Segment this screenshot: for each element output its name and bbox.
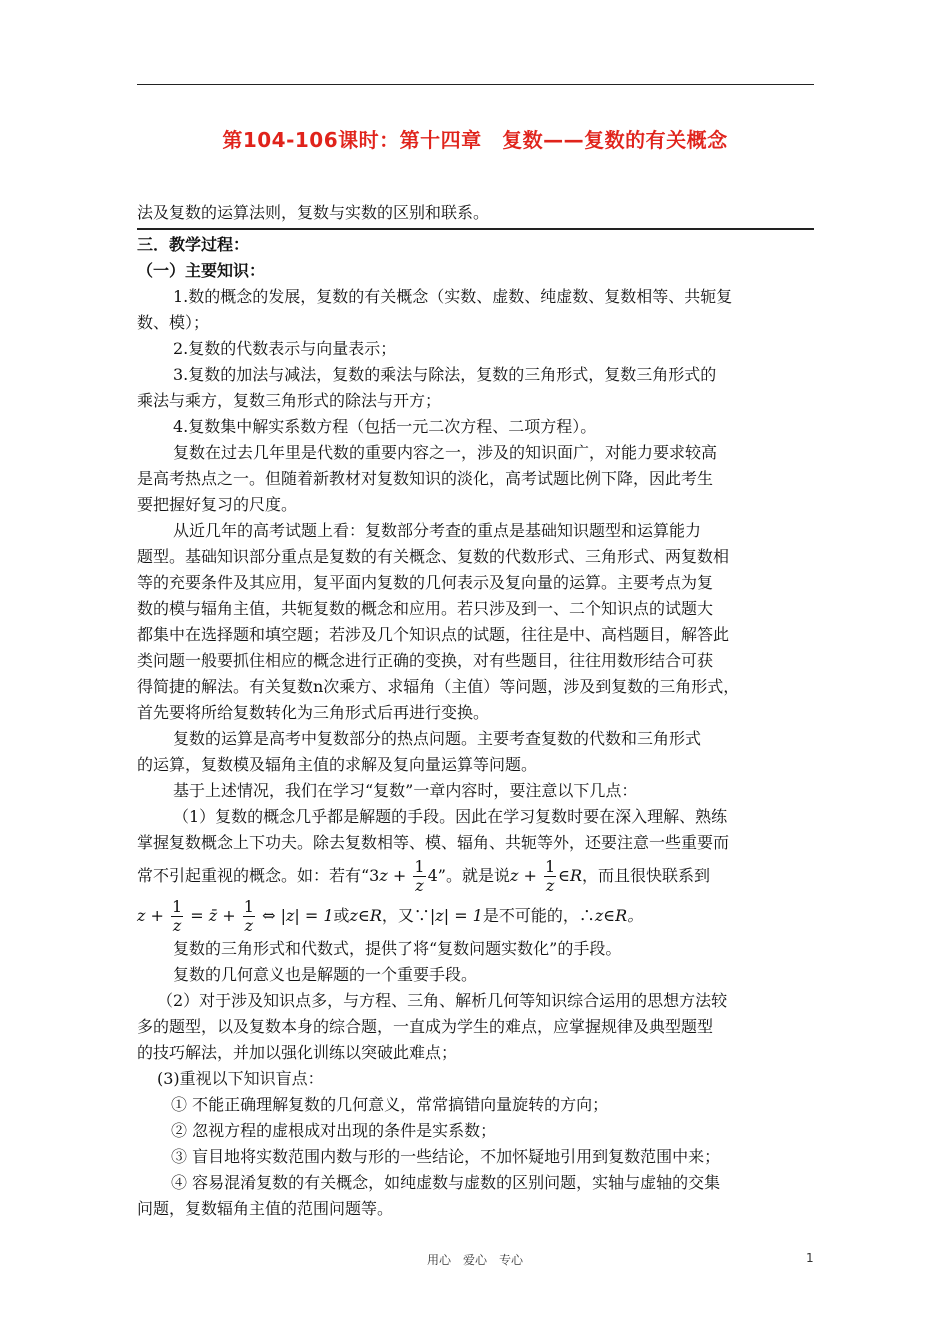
para2-line: 等的充要条件及其应用，复平面内复数的几何表示及复向量的运算。主要考点为复: [137, 573, 714, 592]
blindspot-4a: ④ 容易混淆复数的有关概念，如纯虚数与虚数的区别问题，实轴与虚轴的交集: [171, 1173, 721, 1192]
math1-frac-num: 1: [414, 857, 425, 876]
para2-line: 从近几年的高考试题上看：复数部分考查的重点是基础知识题型和运算能力: [173, 521, 702, 540]
para2-line: 首先要将所给复数转化为三角形式后再进行变换。: [137, 703, 490, 722]
math2-fraction: [171, 898, 183, 935]
math1-post: ，而且很快联系到: [582, 866, 711, 885]
page-number: 1: [806, 1251, 814, 1265]
math1-plus2: +: [518, 866, 542, 885]
para3-line: 复数的运算是高考中复数部分的热点问题。主要考查复数的代数和三角形式: [173, 729, 702, 748]
para5-line: 掌握复数概念上下功夫。除去复数相等、模、辐角、共轭等外，还要注意一些重要而: [137, 833, 730, 852]
knowledge-3a: 3.复数的加法与减法，复数的乘法与除法，复数的三角形式，复数三角形式的: [173, 365, 717, 384]
para1-line: 是高考热点之一。但随着新教材对复数知识的淡化，高考试题比例下降，因此考生: [137, 469, 714, 488]
blindspot-3: ③ 盲目地将实数范围内数与形的一些结论，不加怀疑地引用到复数范围中来；: [171, 1147, 721, 1166]
math2-z: z: [137, 906, 146, 925]
para2-line: 题型。基础知识部分重点是复数的有关概念、复数的代数形式、三角形式、两复数相: [137, 547, 730, 566]
math2-plus: +: [145, 906, 170, 925]
math2-frac2-den: z: [244, 916, 254, 935]
page-title: 第104-106课时：第十四章 复数——复数的有关概念: [222, 128, 728, 152]
math2-zbar: z̄: [208, 906, 218, 925]
section-rule: [137, 228, 814, 230]
subsection-heading: （一）主要知识：: [137, 261, 266, 280]
para9-line: (3)重视以下知识盲点：: [157, 1069, 324, 1088]
math2-you: ，又∵: [381, 906, 430, 925]
math2-fraction-2: [243, 898, 255, 935]
blindspot-2: ② 忽视方程的虚根成对出现的条件是实系数；: [171, 1121, 497, 1140]
para8-line: （2）对于涉及知识点多，与方程、三角、解析几何等知识综合运用的思想方法较: [157, 991, 728, 1010]
para5-line: （1）复数的概念几乎都是解题的手段。因此在学习复数时要在深入理解、熟练: [173, 807, 728, 826]
math2-abs2: |z| = 1: [429, 906, 483, 925]
math2-abs: |z| = 1: [280, 906, 334, 925]
para1-line: 要把握好复习的尺度。: [137, 495, 298, 514]
section-heading: 三．教学过程：: [137, 235, 250, 254]
math1-z2: z: [509, 866, 519, 885]
math2-end: z∈R。: [594, 906, 644, 925]
knowledge-1b: 数、模）；: [137, 313, 210, 332]
math-line-1: [137, 856, 814, 896]
math-line-2: [137, 896, 814, 936]
page-footer: 用心 爱心 专心: [426, 1253, 523, 1267]
math1-mid: 4”。就是说: [427, 866, 510, 885]
math1-fraction-2: [544, 858, 556, 895]
para7-line: 复数的几何意义也是解题的一个重要手段。: [173, 965, 478, 984]
para8-line: 多的题型，以及复数本身的综合题，一直成为学生的难点，应掌握规律及典型题型: [137, 1017, 714, 1036]
math1-frac-den: z: [415, 876, 424, 895]
knowledge-2: 2.复数的代数表示与向量表示；: [173, 339, 397, 358]
para4-line: 基于上述情况，我们在学习“复数”一章内容时，要注意以下几点：: [173, 781, 638, 800]
para6-line: 复数的三角形式和代数式，提供了将“复数问题实数化”的手段。: [173, 939, 622, 958]
math1-frac2-num: 1: [544, 857, 556, 876]
para8-line: 的技巧解法，并加以强化训练以突破此难点；: [137, 1043, 458, 1062]
math2-plus2: +: [217, 906, 241, 925]
math1-frac2-den: z: [545, 876, 555, 895]
math1-z: z: [379, 866, 388, 885]
para2-line: 类问题一般要抓住相应的概念进行正确的变换，对有些题目，往往用数形结合可获: [137, 651, 714, 670]
blindspot-1: ① 不能正确理解复数的几何意义，常常搞错向量旋转的方向；: [171, 1095, 609, 1114]
math2-eq: =: [185, 906, 209, 925]
para2-line: 得简捷的解法。有关复数n次乘方、求辐角（主值）等问题，涉及到复数的三角形式，: [137, 677, 740, 696]
math2-iff: ⇔: [256, 906, 281, 925]
header-rule: [137, 84, 814, 85]
knowledge-4: 4.复数集中解实系数方程（包括一元二次方程、二项方程）。: [173, 417, 597, 436]
knowledge-3b: 乘法与乘方，复数三角形式的除法与开方；: [137, 391, 442, 410]
knowledge-1a: 1.数的概念的发展，复数的有关概念（实数、虚数、纯虚数、复数相等、共轭复: [173, 287, 733, 306]
math2-frac2-num: 1: [243, 897, 254, 916]
math2-frac-num: 1: [172, 897, 183, 916]
para2-line: 数的模与辐角主值，共轭复数的概念和应用。若只涉及到一、二个知识点的试题大: [137, 599, 714, 618]
math1-in-r: ∈R: [558, 866, 583, 885]
blindspot-4b: 问题，复数辐角主值的范围问题等。: [137, 1199, 394, 1218]
math1-plus: +: [387, 866, 412, 885]
math2-imp: 是不可能的，∴: [482, 906, 595, 925]
para3-line: 的运算，复数模及辐角主值的求解及复向量运算等问题。: [137, 755, 538, 774]
math2-frac-den: z: [172, 916, 182, 935]
para2-line: 都集中在选择题和填空题；若涉及几个知识点的试题，往往是中、高档题目，解答此: [137, 625, 730, 644]
math1-fraction: [413, 858, 425, 895]
document-body: [137, 200, 814, 1222]
para1-line: 复数在过去几年里是代数的重要内容之一，涉及的知识面广，对能力要求较高: [173, 443, 718, 462]
math2-in-r: z∈R: [349, 906, 382, 925]
math2-or: 或: [333, 906, 350, 925]
math1-pre: 常不引起重视的概念。如：若有“3: [137, 866, 380, 885]
intro-line: 法及复数的运算法则，复数与实数的区别和联系。: [137, 203, 490, 222]
